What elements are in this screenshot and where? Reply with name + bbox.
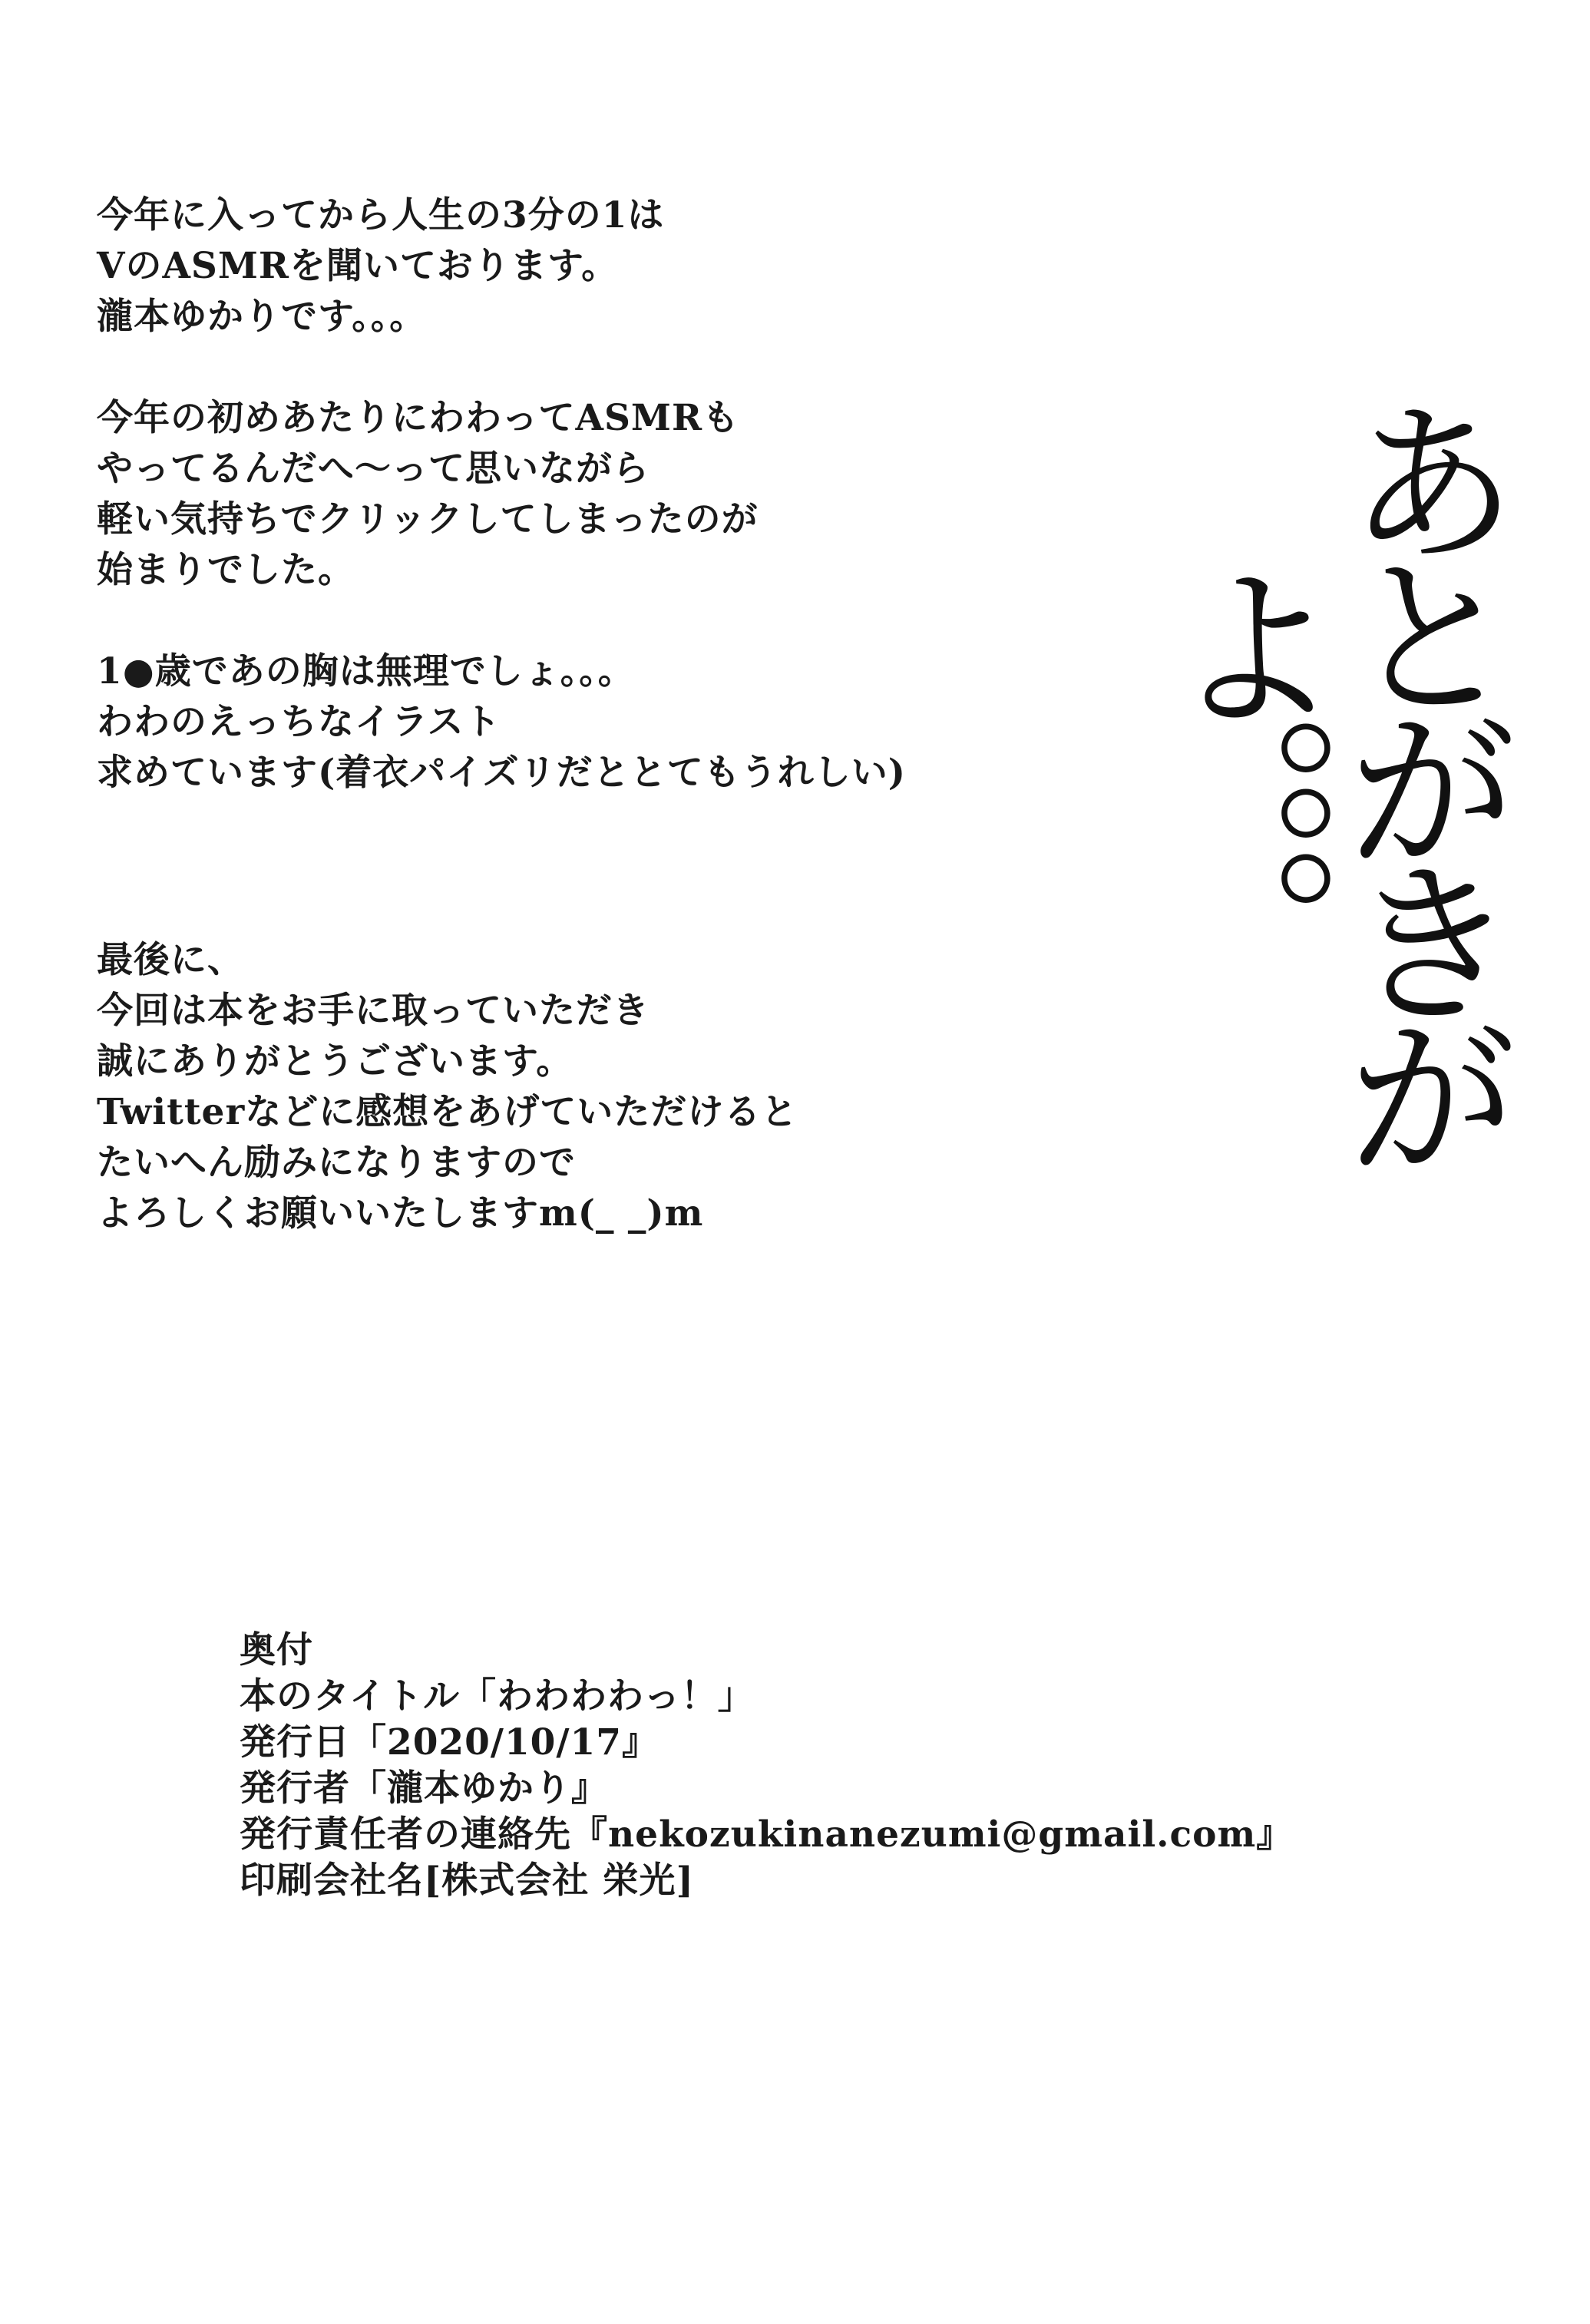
colophon-date: 発行日「2020/10/17』 [240, 1721, 659, 1764]
text-line: 最後に、 [97, 939, 244, 981]
text-line: 1●歳であの胸は無理でしょ。。。 [97, 650, 635, 693]
paragraph-beginning [97, 393, 1095, 596]
text-line: たいへん励みになりますので [97, 1142, 576, 1184]
text-line: 軽い気持ちでクリックしてしまったのが [97, 498, 759, 541]
text-line: Twitterなどに感想をあげていただけると [97, 1091, 798, 1133]
text-line: 今年の初めあたりにわわってASMRも [97, 397, 740, 439]
afterword-title: あとがきがよ。。。 [1138, 392, 1519, 1159]
colophon-title: 本のタイトル「わわわわっ！」 [240, 1675, 755, 1717]
text-line: 瀧本ゆかりです。。。 [97, 296, 427, 338]
colophon-heading: 奥付 [240, 1629, 313, 1671]
colophon-printer: 印刷会社名[株式会社 栄光] [240, 1860, 694, 1902]
colophon-publisher: 発行者「瀧本ゆかり』 [240, 1767, 608, 1810]
text-line: VのASMRを聞いております。 [97, 245, 619, 287]
text-line: よろしくお願いいたしますm(_ _)m [97, 1192, 704, 1235]
text-line: やってるんだへ〜って思いながら [97, 448, 650, 490]
text-line: 今年に入ってから人生の3分の1は [97, 194, 665, 236]
colophon-contact: 発行責任者の連絡先『nekozukinanezumi@gmail.com』 [240, 1813, 1294, 1856]
text-line: 今回は本をお手に取っていただき [97, 990, 650, 1032]
paragraph-thanks [97, 935, 1095, 1239]
text-line: 求めています(着衣パイズリだととてもうれしい) [97, 752, 907, 794]
colophon [240, 1628, 1468, 1904]
paragraph-request [97, 646, 1095, 798]
paragraph-intro [97, 190, 1095, 342]
text-line: 誠にありがとうございます。 [97, 1040, 574, 1083]
text-line: わわのえっちなイラスト [97, 701, 501, 743]
afterword-body [97, 190, 1095, 1290]
text-line: 始まりでした。 [97, 549, 355, 591]
